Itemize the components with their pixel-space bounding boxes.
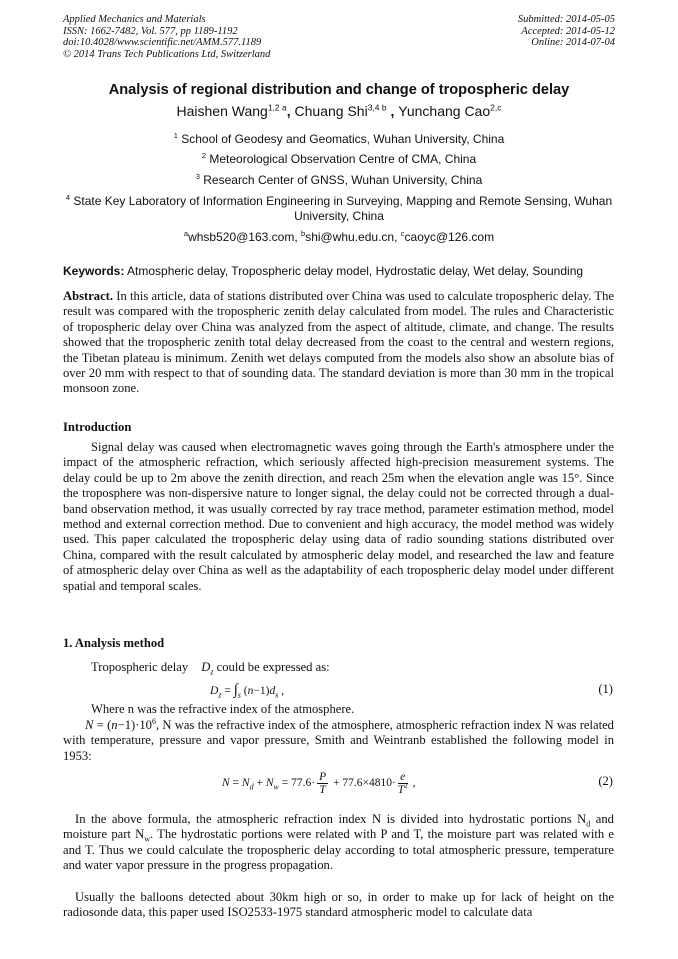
affiliation-text: Research Center of GNSS, Wuhan University, China [203, 173, 483, 187]
author-name: Chuang Shi [294, 103, 368, 119]
submitted-date: Submitted: 2014-05-05 [517, 14, 615, 25]
text-run: and moisture part N [63, 812, 614, 842]
email-sup: a [183, 229, 189, 238]
keywords [63, 264, 623, 278]
journal-header [63, 14, 270, 60]
text-run: . The hydrostatic portions were related with P and T, the moisture part was related with e and T. Thus we could calculate the tropospheric delay according to total atmospheric pressure, temperature and water vapor pressure in the progress propagation. [63, 827, 614, 873]
author-sup: 1,2 a [267, 102, 287, 113]
keywords-label: Keywords: [63, 264, 125, 278]
doi: doi:10.4028/www.scientific.net/AMM.577.1189 [63, 37, 262, 49]
section-1-para-2: Where n was the refractive index of the atmosphere. [91, 702, 355, 716]
email: whsb520@163.com, [188, 230, 302, 244]
text-run: Tropospheric delay [91, 660, 192, 674]
affiliation-sup: 2 [201, 151, 207, 160]
email-list [60, 230, 618, 245]
equation-2: $N = N_d + N_w = 77.6\cdot$ $\frac{P}{T}$ + 77.6×4810· $\frac{e}{T^2}$ , [222, 771, 416, 796]
affiliation-text: Meteorological Observation Centre of CMA, China [209, 152, 477, 166]
affiliation-sup: 4 [65, 193, 71, 202]
text-run: In the above formula, the atmospheric refraction index N is divided into hydrostatic portions N [75, 812, 587, 826]
section-1-para-1: Tropospheric delay $D_z$ could be expressed as: [91, 660, 330, 677]
email: shi@whu.edu.cn, [305, 230, 401, 244]
author-sup: 2,c [490, 102, 502, 113]
email-sup: c [400, 229, 405, 238]
text-run: could be expressed as: [213, 660, 330, 674]
keywords-text: Atmospheric delay, Tropospheric delay model, Hydrostatic delay, Wet delay, Sounding [124, 264, 584, 278]
equation-1: $D_z = \int_s$ $(n-1)d_s$ , [210, 682, 285, 700]
affiliation-sup: 1 [173, 131, 178, 140]
affiliation [60, 173, 618, 188]
affiliation [60, 152, 618, 167]
issn: ISSN: 1662-7482, Vol. 577, pp 1189-1192 [63, 25, 238, 37]
author-name: Yunchang Cao [398, 103, 491, 119]
section-1-heading: 1. Analysis method [63, 636, 165, 650]
email: caoyc@126.com [404, 230, 495, 244]
abstract-text: In this article, data of stations distributed over China was used to calculate tropospheric delay. The result was compared with the tropospheric zenith delay calculated from model. The rules and Characteristic of tropospheric delay over China was analyzed from the aspect of altitude, climate, and change. The results showed that the tropospheric zenith total delay decreased from the coast to the central and western regions, the Tibetan plateau is minimum. Zenith wet delays computed from the models also show an absolute bias of over 20 mm with respect to that of sounding data. The standard deviation is more than 30 mm in the tropical monsoon zone. [63, 289, 614, 396]
abstract-label: Abstract. [63, 289, 114, 303]
email-sup: b [301, 229, 306, 238]
affiliation-text: School of Geodesy and Geomatics, Wuhan University, China [181, 132, 505, 146]
text-run: , N was the refractive index of the atmosphere, atmospheric refraction index N was related with temperature, pressure and vapor pressure, Smith and Weintranb established the following model in 1953: [63, 718, 614, 763]
author-list: Haishen Wang$^{1,2 a}$, Chuang Shi$^{3,4 b}$ , Yunchang Cao$^{2,c}$ [176, 102, 502, 119]
accepted-date: Accepted: 2014-05-12 [521, 25, 615, 37]
section-1-para-4: In the above formula, the atmospheric refraction index N is divided into hydrostatic portions $N_d$ and moisture part $N_w$. The hydrostatic portions were related with P and T, the moisture part was related with e and T. Thus we could calculate the tropospheric delay according to total atmospheric pressure, temperature and water vapor pressure in the progress propagation. [63, 812, 614, 873]
section-1-para-5: Usually the balloons detected about 30km high or so, in order to make up for lack of height on the radiosonde data, this paper used ISO2533-1975 standard atmospheric model to calculate data [63, 890, 614, 920]
online-date: Online: 2014-07-04 [531, 37, 615, 49]
paper-title: Analysis of regional distribution and change of tropospheric delay [108, 82, 570, 98]
dates-header [518, 14, 615, 49]
introduction-heading: Introduction [63, 420, 132, 434]
abstract [63, 289, 614, 397]
author-name: Haishen Wang [176, 103, 268, 119]
introduction-text: Signal delay was caused when electromagnetic waves going through the Earth's atmosphere under the impact of the atmospheric refraction, which seriously affected high-precision measurement systems. The delay could be up to 2m above the zenith direction, and reach 25m when the elevation angle was 15°. Since the troposphere was non-dispersive nature to longer signal, the delay could not be corrected through a dual-band observation method, it was usually corrected by ray trace method, parameter estimation method, model method and external correction method. Due to convenient and high accuracy, the model method was widely used. This paper calculated the tropospheric delay using data of radio sounding stations distributed over China, compared with the result calculated by atmospheric delay model, and researched the law and feature of atmospheric delay over China as well as the adaptability of each tropospheric delay model under different spatial and temporal scales. [63, 440, 614, 593]
affiliation-sup: 3 [195, 172, 200, 181]
journal-name: Applied Mechanics and Materials [63, 14, 206, 25]
section-1-para-3: $N = (n-1)\cdot 10^6$, N was the refractive index of the atmosphere, atmospheric refraction index N was related with temperature, pressure and vapor pressure, Smith and Weintranb established the following model in 1953: [63, 716, 614, 763]
equation-2-number: (2) [598, 774, 613, 788]
affiliation [60, 132, 618, 147]
affiliation [60, 194, 618, 224]
author-sup: 3,4 b [367, 102, 387, 113]
equation-1-number: (1) [598, 682, 613, 696]
copyright: © 2014 Trans Tech Publications Ltd, Switzerland [63, 48, 271, 60]
affiliation-text: State Key Laboratory of Information Engineering in Surveying, Mapping and Remote Sensing, Wuhan University, China [73, 194, 613, 223]
